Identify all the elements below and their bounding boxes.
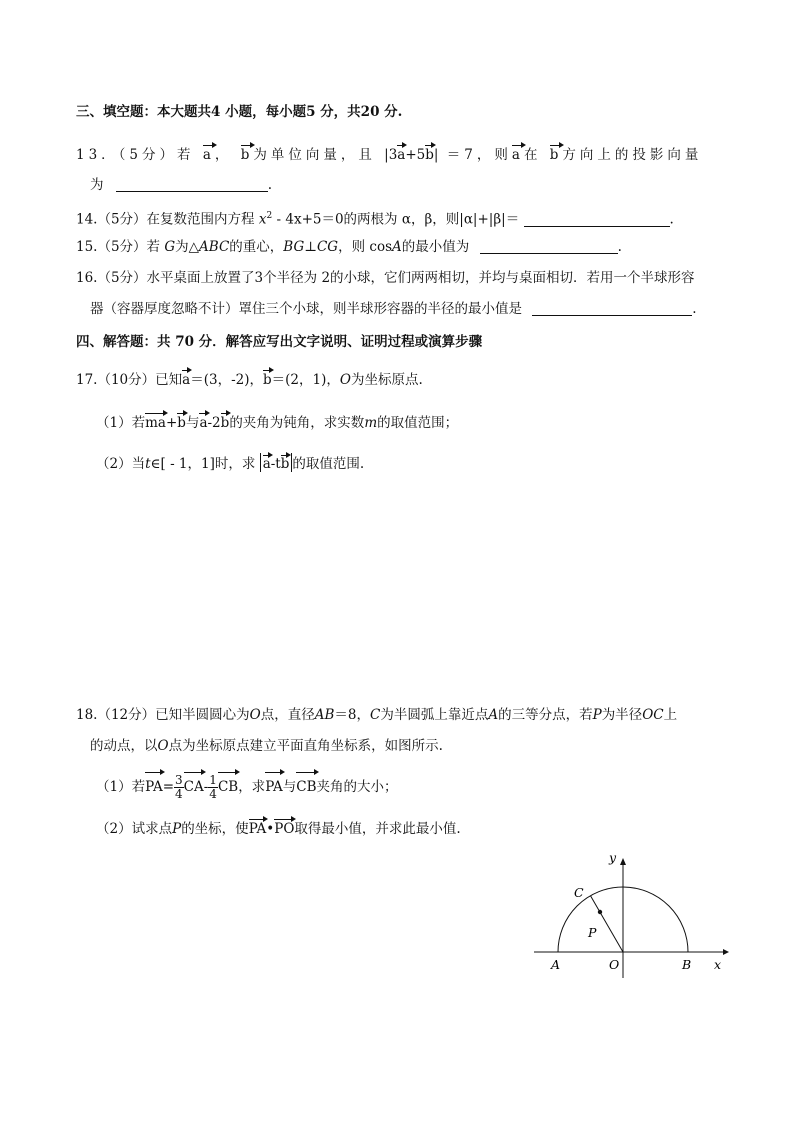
question-18-line-2: 的动点，以O点为坐标原点建立平面直角坐标系，如图所示. xyxy=(90,738,443,754)
question-18-part-2: （2）试求点P的坐标，使PA•PO取得最小值，并求此最小值. xyxy=(96,817,461,838)
radius-oc xyxy=(591,896,624,952)
question-18-part-1: （1）若PA= $\frac{3}{4}$ CA- $\frac{1}{4}$ CB，求PA与CB夹角的大小； xyxy=(96,770,398,801)
y-axis-arrow xyxy=(620,858,626,865)
question-13-line-2: 为 . xyxy=(90,177,273,193)
question-15: 15.（5分）若 G为△ABC的重心，BG⊥CG，则 cosA的最小值为 . xyxy=(76,239,622,255)
label-y: y xyxy=(609,850,617,865)
section-3-heading: 三、填空题：本大题共4 小题，每小题5 分，共20 分. xyxy=(76,104,403,120)
point-p xyxy=(598,910,602,914)
label-c: C xyxy=(574,885,584,900)
question-16-line-2: 器（容器厚度忽略不计）罩住三个小球，则半球形容器的半径的最小值是 . xyxy=(90,301,697,317)
label-o: O xyxy=(609,957,620,972)
answer-blank xyxy=(116,177,268,192)
label-b: B xyxy=(682,957,692,972)
answer-blank xyxy=(524,212,670,227)
x-axis-arrow xyxy=(723,949,729,955)
question-17: 17.（10分）已知a＝(3，-2)，b＝(2，1)，O为坐标原点. xyxy=(76,368,423,389)
label-a: A xyxy=(551,957,561,972)
label-p: P xyxy=(588,925,597,940)
question-17-part-1: （1）若ma+b与a-2b的夹角为钝角，求实数m的取值范围； xyxy=(96,411,458,432)
answer-blank xyxy=(532,301,692,316)
question-14: 14.（5分）在复数范围内方程 $x^2 - 4x+5=0$的两根为 α，β，则|α|+|β|＝ . xyxy=(76,211,674,228)
question-17-part-2: （2）当t∈[ - 1，1]时，求 a-tb 的取值范围. xyxy=(96,453,364,473)
question-13-line-1: 13．（5分）若 a， b为单位向量，且 |3a+5b| ＝7，则a在 b方向上的投影向量 xyxy=(76,143,702,164)
semicircle-coordinate-figure xyxy=(534,848,730,982)
section-4-heading: 四、解答题：共 70 分．解答应写出文字说明、证明过程或演算步骤 xyxy=(76,334,483,350)
answer-blank xyxy=(480,239,618,254)
question-18-line-1: 18.（12分）已知半圆圆心为O点，直径AB＝8，C为半圆弧上靠近点A的三等分点，若P为半径OC上 xyxy=(76,707,678,723)
label-x: x xyxy=(714,957,722,972)
question-16-line-1: 16.（5分）水平桌面上放置了3个半径为 2的小球，它们两两相切，并均与桌面相切．若用一个半球形容 xyxy=(76,270,695,286)
